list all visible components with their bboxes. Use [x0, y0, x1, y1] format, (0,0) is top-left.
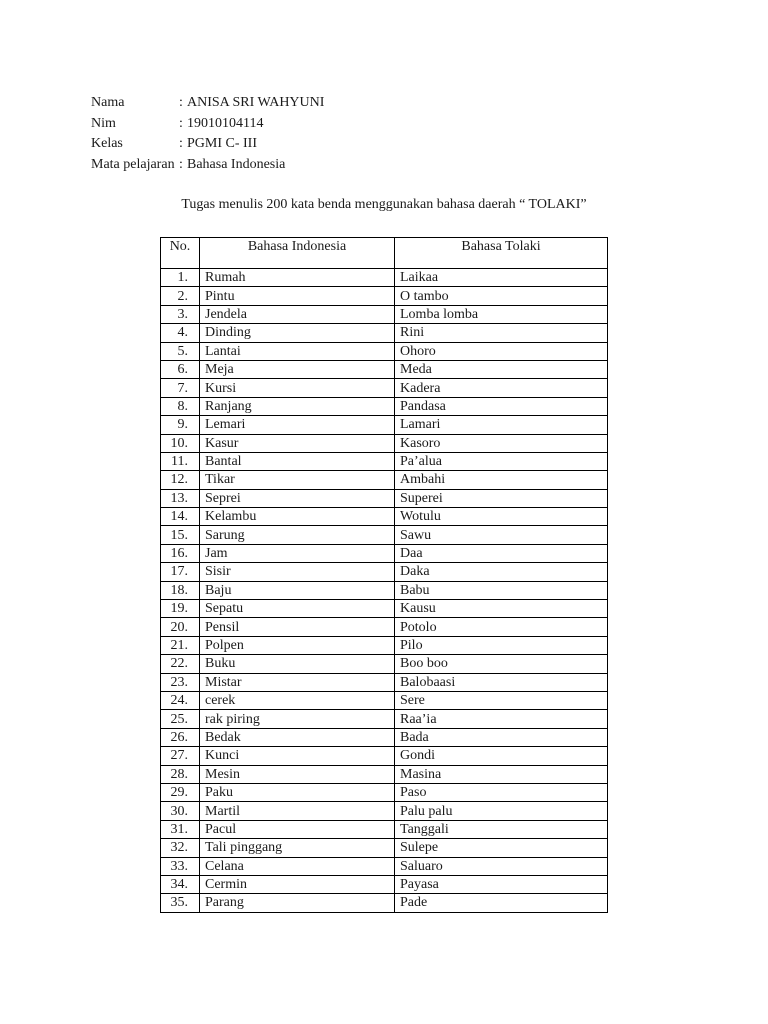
- cell-bahasa-tolaki: Pa’alua: [395, 452, 608, 470]
- cell-bahasa-tolaki: Masina: [395, 765, 608, 783]
- cell-no: 7.: [161, 379, 200, 397]
- cell-bahasa-tolaki: Ohoro: [395, 342, 608, 360]
- info-separator: :: [179, 115, 183, 131]
- cell-bahasa-indonesia: Paku: [200, 783, 395, 801]
- cell-bahasa-tolaki: Kadera: [395, 379, 608, 397]
- table-row: [161, 471, 608, 489]
- cell-bahasa-tolaki: Pade: [395, 894, 608, 912]
- cell-no: 23.: [161, 673, 200, 691]
- cell-no: 19.: [161, 600, 200, 618]
- cell-bahasa-indonesia: Kursi: [200, 379, 395, 397]
- info-row-kelas: [91, 134, 324, 155]
- table-row: [161, 600, 608, 618]
- cell-bahasa-indonesia: Cermin: [200, 875, 395, 893]
- info-separator: :: [179, 95, 183, 110]
- cell-bahasa-indonesia: Parang: [200, 894, 395, 912]
- cell-no: 6.: [161, 360, 200, 378]
- cell-bahasa-tolaki: Palu palu: [395, 802, 608, 820]
- cell-no: 35.: [161, 894, 200, 912]
- header-bahasa-indonesia: Bahasa Indonesia: [200, 238, 395, 269]
- cell-bahasa-tolaki: Superei: [395, 489, 608, 507]
- table-row: [161, 673, 608, 691]
- cell-bahasa-tolaki: Ambahi: [395, 471, 608, 489]
- cell-no: 29.: [161, 783, 200, 801]
- table-row: [161, 839, 608, 857]
- table-row: [161, 765, 608, 783]
- cell-bahasa-indonesia: Lemari: [200, 416, 395, 434]
- cell-bahasa-tolaki: Gondi: [395, 747, 608, 765]
- cell-no: 5.: [161, 342, 200, 360]
- table-row: [161, 857, 608, 875]
- cell-bahasa-indonesia: Pacul: [200, 820, 395, 838]
- table-row: [161, 416, 608, 434]
- cell-no: 26.: [161, 728, 200, 746]
- table-row: [161, 379, 608, 397]
- cell-no: 25.: [161, 710, 200, 728]
- cell-no: 11.: [161, 452, 200, 470]
- cell-bahasa-indonesia: Sarung: [200, 526, 395, 544]
- cell-no: 34.: [161, 875, 200, 893]
- cell-no: 18.: [161, 581, 200, 599]
- cell-no: 33.: [161, 857, 200, 875]
- cell-bahasa-tolaki: Pilo: [395, 636, 608, 654]
- cell-bahasa-indonesia: Meja: [200, 360, 395, 378]
- cell-no: 16.: [161, 544, 200, 562]
- cell-no: 13.: [161, 489, 200, 507]
- info-label: Nim: [91, 115, 116, 131]
- cell-no: 21.: [161, 636, 200, 654]
- info-label: Kelas: [91, 136, 123, 151]
- cell-bahasa-indonesia: Jam: [200, 544, 395, 562]
- cell-bahasa-indonesia: Sisir: [200, 563, 395, 581]
- cell-bahasa-indonesia: Martil: [200, 802, 395, 820]
- table-row: [161, 875, 608, 893]
- cell-no: 1.: [161, 269, 200, 287]
- info-separator: :: [179, 136, 183, 151]
- table-row: [161, 618, 608, 636]
- cell-bahasa-tolaki: Paso: [395, 783, 608, 801]
- cell-bahasa-indonesia: Kunci: [200, 747, 395, 765]
- table-row: [161, 489, 608, 507]
- cell-bahasa-indonesia: Pintu: [200, 287, 395, 305]
- cell-bahasa-tolaki: Bada: [395, 728, 608, 746]
- cell-bahasa-tolaki: Payasa: [395, 875, 608, 893]
- task-title-text: Tugas menulis 200 kata benda menggunakan bahasa daerah “ TOLAKI”: [181, 197, 587, 212]
- cell-bahasa-indonesia: Dinding: [200, 324, 395, 342]
- cell-bahasa-indonesia: Jendela: [200, 305, 395, 323]
- cell-no: 31.: [161, 820, 200, 838]
- task-title: [0, 195, 768, 215]
- cell-no: 14.: [161, 508, 200, 526]
- info-value: Bahasa Indonesia: [187, 156, 286, 172]
- info-value: ANISA SRI WAHYUNI: [187, 95, 325, 110]
- table-row: [161, 269, 608, 287]
- cell-bahasa-indonesia: Buku: [200, 655, 395, 673]
- table-row: [161, 581, 608, 599]
- cell-bahasa-indonesia: Tikar: [200, 471, 395, 489]
- cell-bahasa-tolaki: Lomba lomba: [395, 305, 608, 323]
- cell-bahasa-tolaki: Balobaasi: [395, 673, 608, 691]
- cell-bahasa-indonesia: Sepatu: [200, 600, 395, 618]
- cell-bahasa-tolaki: Pandasa: [395, 397, 608, 415]
- cell-bahasa-indonesia: cerek: [200, 691, 395, 709]
- cell-bahasa-tolaki: Raa’ia: [395, 710, 608, 728]
- cell-bahasa-tolaki: Laikaa: [395, 269, 608, 287]
- cell-bahasa-indonesia: Kelambu: [200, 508, 395, 526]
- cell-bahasa-tolaki: Saluaro: [395, 857, 608, 875]
- cell-no: 32.: [161, 839, 200, 857]
- table-row: [161, 287, 608, 305]
- cell-bahasa-indonesia: Celana: [200, 857, 395, 875]
- cell-no: 24.: [161, 691, 200, 709]
- cell-bahasa-indonesia: Bedak: [200, 728, 395, 746]
- info-value: PGMI C- III: [187, 136, 257, 151]
- cell-bahasa-tolaki: Boo boo: [395, 655, 608, 673]
- table-row: [161, 342, 608, 360]
- cell-bahasa-indonesia: Polpen: [200, 636, 395, 654]
- cell-no: 28.: [161, 765, 200, 783]
- table-row: [161, 563, 608, 581]
- table-row: [161, 655, 608, 673]
- table-row: [161, 710, 608, 728]
- header-bahasa-tolaki: Bahasa Tolaki: [395, 238, 608, 269]
- cell-bahasa-indonesia: Pensil: [200, 618, 395, 636]
- cell-no: 27.: [161, 747, 200, 765]
- cell-bahasa-indonesia: Mistar: [200, 673, 395, 691]
- cell-bahasa-tolaki: Daa: [395, 544, 608, 562]
- cell-bahasa-tolaki: Tanggali: [395, 820, 608, 838]
- cell-bahasa-tolaki: Kausu: [395, 600, 608, 618]
- cell-bahasa-tolaki: Potolo: [395, 618, 608, 636]
- student-info: [91, 93, 324, 175]
- cell-bahasa-indonesia: Tali pinggang: [200, 839, 395, 857]
- table-row: [161, 820, 608, 838]
- cell-no: 10.: [161, 434, 200, 452]
- cell-no: 30.: [161, 802, 200, 820]
- cell-bahasa-tolaki: Babu: [395, 581, 608, 599]
- cell-bahasa-indonesia: Bantal: [200, 452, 395, 470]
- cell-bahasa-indonesia: Ranjang: [200, 397, 395, 415]
- cell-bahasa-indonesia: Lantai: [200, 342, 395, 360]
- table-row: [161, 526, 608, 544]
- cell-bahasa-indonesia: Mesin: [200, 765, 395, 783]
- table-header-row: [161, 238, 608, 269]
- cell-no: 4.: [161, 324, 200, 342]
- table-row: [161, 434, 608, 452]
- cell-bahasa-indonesia: Kasur: [200, 434, 395, 452]
- word-table: [160, 237, 608, 913]
- cell-bahasa-tolaki: Meda: [395, 360, 608, 378]
- cell-no: 8.: [161, 397, 200, 415]
- header-no: No.: [161, 238, 200, 269]
- info-separator: :: [179, 156, 183, 172]
- info-label: Nama: [91, 95, 125, 110]
- table-row: [161, 305, 608, 323]
- info-row-nim: [91, 114, 324, 135]
- info-label: Mata pelajaran: [91, 156, 175, 172]
- cell-bahasa-indonesia: Baju: [200, 581, 395, 599]
- cell-bahasa-tolaki: Rini: [395, 324, 608, 342]
- table-row: [161, 360, 608, 378]
- table-row: [161, 452, 608, 470]
- cell-bahasa-tolaki: Sulepe: [395, 839, 608, 857]
- table-row: [161, 508, 608, 526]
- cell-bahasa-tolaki: Wotulu: [395, 508, 608, 526]
- table-row: [161, 894, 608, 912]
- cell-bahasa-tolaki: Sawu: [395, 526, 608, 544]
- cell-no: 20.: [161, 618, 200, 636]
- table-body: [161, 269, 608, 913]
- info-row-mata-pelajaran: [91, 155, 324, 176]
- table-row: [161, 728, 608, 746]
- table-row: [161, 691, 608, 709]
- cell-bahasa-indonesia: rak piring: [200, 710, 395, 728]
- info-row-nama: [91, 93, 324, 114]
- cell-no: 15.: [161, 526, 200, 544]
- cell-no: 17.: [161, 563, 200, 581]
- cell-bahasa-indonesia: Rumah: [200, 269, 395, 287]
- table-row: [161, 324, 608, 342]
- cell-bahasa-tolaki: Lamari: [395, 416, 608, 434]
- table-row: [161, 636, 608, 654]
- table-row: [161, 802, 608, 820]
- cell-bahasa-tolaki: Kasoro: [395, 434, 608, 452]
- cell-bahasa-tolaki: Sere: [395, 691, 608, 709]
- table-row: [161, 397, 608, 415]
- table-row: [161, 783, 608, 801]
- table-row: [161, 544, 608, 562]
- cell-no: 12.: [161, 471, 200, 489]
- cell-no: 22.: [161, 655, 200, 673]
- cell-bahasa-tolaki: O tambo: [395, 287, 608, 305]
- cell-bahasa-indonesia: Seprei: [200, 489, 395, 507]
- table-row: [161, 747, 608, 765]
- cell-no: 3.: [161, 305, 200, 323]
- cell-bahasa-tolaki: Daka: [395, 563, 608, 581]
- info-value: 19010104114: [187, 115, 264, 131]
- cell-no: 9.: [161, 416, 200, 434]
- cell-no: 2.: [161, 287, 200, 305]
